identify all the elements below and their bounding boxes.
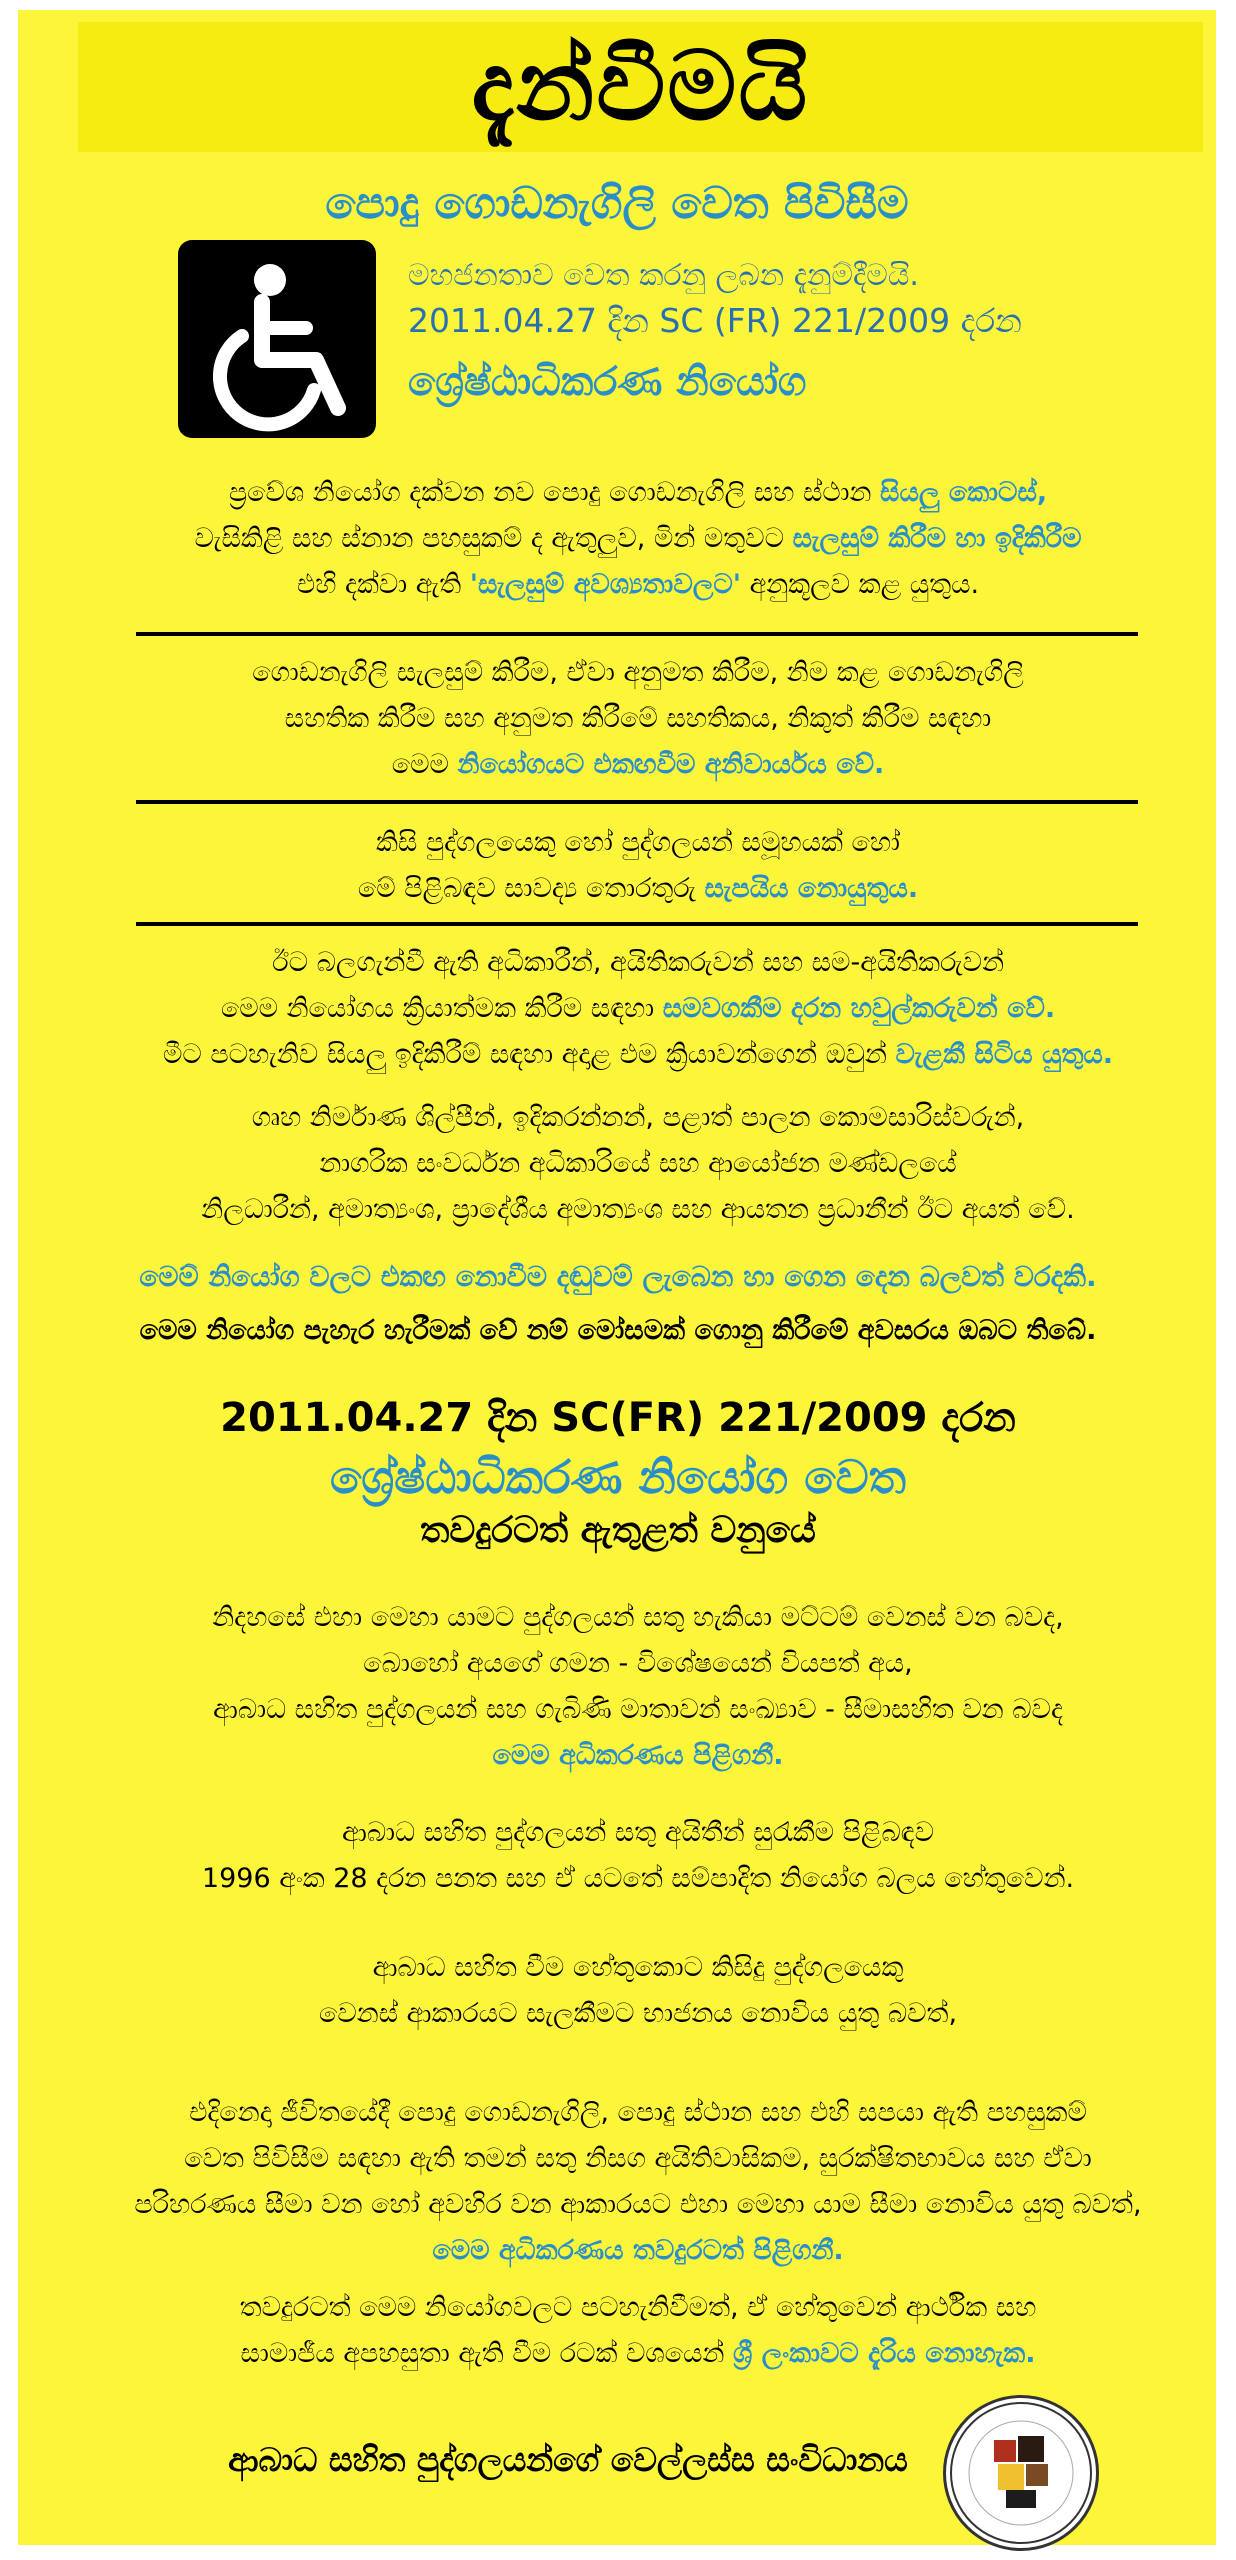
highlight-span: ශ්‍රී ලංකාවට දැරිය නොහැක.	[732, 2338, 1036, 2369]
detail-block-2	[108, 1810, 1168, 1902]
divider	[136, 800, 1138, 804]
section-construction	[108, 470, 1168, 608]
wheelchair-icon	[178, 240, 376, 438]
section-line: ගොඩනැගිලි සැලසුම් කිරීම, ඒවා අනුමත කිරීම, නිම කළ ගොඩනැගිලි	[252, 657, 1024, 688]
section-line	[108, 1032, 1168, 1078]
detail-line: එදිනෙදා ජීවිතයේදී පොදු ගොඩනැගිලි, පොදු ස්ථාන සහ එහි සපයා ඇති පහසුකම්	[189, 2097, 1087, 2128]
second-header-line-2: ශ්‍රේෂ්ඨාධිකරණ නියෝග වෙත	[329, 1450, 907, 1504]
header-line-3: ශ්‍රේෂ්ඨාධිකරණ නියෝග	[408, 359, 807, 405]
second-header-line-1: 2011.04.27 දින SC(FR) 221/2009 දරන	[220, 1395, 1016, 1441]
divider	[136, 922, 1138, 926]
detail-block-1	[108, 1595, 1168, 1779]
detail-block-5	[108, 2285, 1168, 2377]
section-line	[108, 470, 1168, 516]
section-line: කිසි පුද්ගලයෙකු හෝ පුද්ගලයන් සමූහයක් හෝ	[375, 827, 901, 858]
section-line: නිලධාරීන්, අමාත්‍යංශ, ප්‍රාදේශීය අමාත්‍යංශ සහ ආයතන ප්‍රධානීන් ඊට අයත් වේ.	[201, 1194, 1075, 1225]
text-span: මෙම නියෝගය ක්‍රියාත්මක කිරීම සඳහා	[220, 993, 663, 1024]
highlight-span: සියලු කොටස්,	[880, 477, 1048, 508]
warning-text: මෙම් නියෝග වලට එකඟ නොවීම දඬුවම් ලැබෙන හා ගෙන දෙන බලවත් වරදකි.	[139, 1260, 1097, 1293]
detail-line: වෙනස් ආකාරයට සැලකීමට භාජනය නොවිය යුතු බවත්,	[318, 1998, 958, 2029]
section-officials	[108, 1095, 1168, 1233]
detail-line-highlight: මෙම අධිකරණය පිළිගනී.	[492, 1740, 784, 1771]
text-span: මෙම	[391, 749, 458, 780]
second-header-line-3: තවදුරටත් ඇතුළත් වනුයේ	[420, 1510, 816, 1551]
section-responsibility	[108, 940, 1168, 1078]
detail-line: ආබාධ සහිත පුද්ගලයන් සහ ගැබිණි මාතාවන් සංඛ්‍යාව - සීමාසහිත වන බවද	[213, 1694, 1063, 1725]
note-text: මෙම නියෝග පැහැර හැරීමක් වේ නම් මෝසමක් ගොනු කිරීමේ අවසරය ඔබට තිබේ.	[139, 1315, 1097, 1346]
section-line: සහතික කිරීම සහ අනුමත කිරීමේ සහතිකය, නිකුත් කිරීම සඳහා	[284, 703, 992, 734]
section-false-info	[108, 820, 1168, 912]
highlight-span: වැළකී සිටිය යුතුය.	[895, 1039, 1114, 1070]
detail-line: පරිහරණය සීමා වන හෝ අවහිර වන ආකාරයට එහා මෙහා යාම සීමා නොවිය යුතු බවත්,	[134, 2189, 1142, 2220]
detail-line	[108, 2331, 1168, 2377]
highlight-span: සැලසුම් කිරීම හා ඉදිකිරීම	[792, 523, 1082, 554]
notice-sheet	[18, 10, 1216, 2545]
section-line: නාගරික සංවර්ධන අධිකාරියේ සහ ආයෝජන මණ්ඩලයේ	[319, 1148, 957, 1179]
section-line: ඊට බලගැන්වී ඇති අධිකාරීන්, අයිතිකරුවන් සහ සම-අයිතිකරුවන්	[271, 947, 1005, 978]
section-approval	[108, 650, 1168, 788]
detail-block-3	[108, 1945, 1168, 2037]
section-line	[108, 866, 1168, 912]
highlight-span: 'සැලසුම් අවශ්‍යතාවලට'	[469, 569, 742, 600]
section-line	[108, 742, 1168, 788]
divider	[136, 632, 1138, 636]
header-line-1: මහජනතාව වෙත කරනු ලබන දැනුම්දීමයි.	[408, 258, 919, 293]
footer-organization: ආබාධ සහිත පුද්ගලයන්ගේ වෙල්ලස්ස සංවිධානය	[228, 2440, 908, 2479]
highlight-span: සමවගකීම දරන හවුල්කරුවන් වේ.	[662, 993, 1056, 1024]
highlight-span: සැපයිය නොයුතුය.	[704, 873, 919, 904]
text-span: වැසිකිළි සහ ස්නාන පහසුකම් ද ඇතුලුව, මින් මතුවට	[194, 523, 793, 554]
detail-line: 1996 අංක 28 දරන පනත සහ ඒ යටතේ සම්පාදිත නියෝග බලය හේතුවෙන්.	[201, 1863, 1075, 1894]
text-span: සාමාජීය අපහසුතා ඇති වීම රටක් වශයෙන්	[240, 2338, 733, 2369]
page-title: දැන්වීමයි	[471, 30, 810, 142]
text-span: අනුකූලව කළ යුතුය.	[741, 569, 980, 600]
subtitle: පොදු ගොඩනැගිලි වෙත පිවිසීම	[325, 178, 909, 229]
section-line	[108, 986, 1168, 1032]
detail-line: තවදුරටත් මෙම නියෝගවලට පටහැනිවීමත්, ඒ හේතුවෙන් ආර්ථික සහ	[239, 2292, 1037, 2323]
section-line	[108, 516, 1168, 562]
detail-line-highlight: මෙම අධිකරණය තවදුරටත් පිළිගනී.	[432, 2235, 844, 2266]
section-line	[108, 562, 1168, 608]
detail-line: ආබාධ සහිත වීම හේතුකොට කිසිදු පුද්ගලයෙකු	[372, 1952, 904, 1983]
title-band	[78, 22, 1203, 152]
text-span: මීට පටහැනිව සියලු ඉදිකිරීම් සඳහා අදාළ එම ක්‍රියාවන්ගෙන් ඔවුන්	[162, 1039, 896, 1070]
text-span: මේ පිළිබඳව සාවද්‍ය තොරතුරු	[357, 873, 705, 904]
header-line-2: 2011.04.27 දින SC (FR) 221/2009 දරන	[408, 301, 1022, 340]
detail-line: බොහෝ අයගේ ගමන - විශේෂයෙන් වියපත් අය,	[363, 1648, 913, 1679]
detail-line: නිදහසේ එහා මෙහා යාමට පුද්ගලයන් සතු හැකියා මට්ටම් වෙනස් වන බවද,	[212, 1602, 1064, 1633]
detail-line: ආබාධ සහිත පුද්ගලයන් සතු අයිතීන් සුරැකීම පිළිබඳව	[341, 1817, 934, 1848]
header-block	[408, 258, 1188, 405]
detail-line: වෙත පිවිසීම සඳහා ඇති තමන් සතු නිසග අයිතිවාසිකම, සුරක්ෂිතභාවය සහ ඒවා	[184, 2143, 1092, 2174]
text-span: ප්‍රවේශ නියෝග දක්වන නව පොදු ගොඩනැගිලි සහ ස්ථාන	[228, 477, 881, 508]
detail-block-4	[108, 2090, 1168, 2274]
highlight-span: නියෝගයට එකඟවීම අනිවාර්යය වේ.	[457, 749, 885, 780]
organization-logo-icon	[943, 2395, 1099, 2551]
text-span: එහි දක්වා ඇති	[296, 569, 470, 600]
section-line: ගෘහ නිර්මාණ ශිල්පීන්, ඉදිකරන්නන්, පළාත් පාලන කොමසාරිස්වරුන්,	[251, 1102, 1025, 1133]
